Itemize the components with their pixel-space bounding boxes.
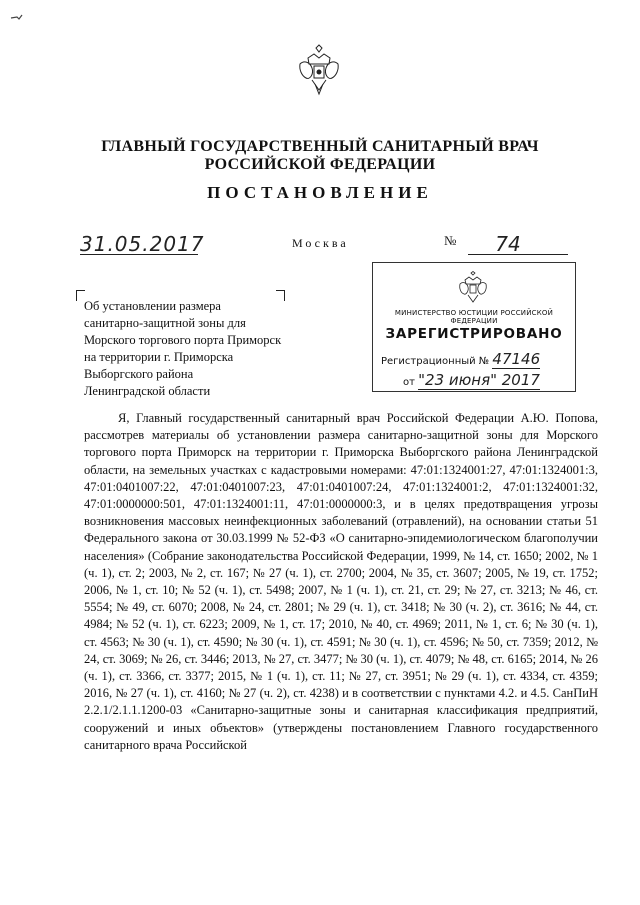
- handwritten-date: 31.05.2017: [80, 232, 205, 256]
- stamp-reg-number-label: Регистрационный №: [381, 356, 490, 367]
- subject-line: Выборгского района: [84, 367, 194, 381]
- stamp-registered-label: ЗАРЕГИСТРИРОВАНО: [385, 326, 563, 342]
- handwritten-number: 74: [495, 232, 521, 256]
- stamp-date-label: от: [403, 377, 415, 388]
- stamp-coat-of-arms-icon: [457, 271, 489, 303]
- coat-of-arms-icon: [296, 44, 342, 96]
- number-sign: №: [444, 233, 457, 248]
- subject-block: [84, 298, 304, 400]
- stamp-ministry-label: МИНИСТЕРСТВО ЮСТИЦИИ РОССИЙСКОЙ ФЕДЕРАЦИИ: [394, 309, 554, 325]
- subject-line: Морского торгового порта Приморск: [84, 333, 282, 347]
- stamp-date: "23 июня" 2017: [418, 371, 540, 389]
- authority-title-line2: РОССИЙСКОЙ ФЕДЕРАЦИИ: [204, 156, 436, 173]
- stamp-date-line: [403, 371, 573, 389]
- corner-mark-icon: [10, 12, 30, 22]
- number-field: [468, 232, 568, 255]
- city-label: Москва: [292, 236, 349, 250]
- authority-title-line1: ГЛАВНЫЙ ГОСУДАРСТВЕННЫЙ САНИТАРНЫЙ ВРАЧ: [101, 138, 539, 155]
- subject-line: Об установлении размера: [84, 299, 221, 313]
- stamp-reg-number: 47146: [492, 350, 541, 368]
- body-paragraph: Я, Главный государственный санитарный врач Российской Федерации А.Ю. Попова, рассмотрев материалы об установлении размера санитарно-защитной зоны для Морского торгового порта Приморск на территории г. Приморска Выборгского района Ленинградской области, на земельных участках с кадастровыми номерами: 47:01:1324001:27, 47:01:1324001:3, 47:01:0401007:22, 47:01:0401007:23, 47:01:0401007:24, 47:01:1324001:2, 47:01:1324001:32, 47:01:0000000:501, 47:01:1324001:11, 47:01:0000000:3, и в целях предотвращения угрозы возникновения массовых неинфекционных заболеваний (отравлений), на основании статьи 51 Федерального закона от 30.03.1999 № 52-ФЗ «О санитарно-эпидемиологическом благополучии населения» (Собрание законодательства Российской Федерации, 1999, № 14, ст. 1650; 2002, № 1 (ч. 1), ст. 2; 2003, № 2, ст. 167; № 27 (ч. 1), ст. 2700; 2004, № 35, ст. 3607; 2005, № 19, ст. 1752; 2006, № 1, ст. 10; № 52 (ч. 1), ст. 5498; 2007, № 1 (ч. 1), ст. 21, ст. 29; № 27, ст. 3213; № 46, ст. 5554; № 49, ст. 6070; 2008, № 24, ст. 2801; № 29 (ч. 1), ст. 3418; № 30 (ч. 2), ст. 3616; № 44, ст. 4984; № 52 (ч. 1), ст. 6223; 2009, № 1, ст. 17; 2010, № 40, ст. 4969; 2011, № 1, ст. 6; № 30 (ч. 1), ст. 4563; № 30 (ч. 1), ст. 4590; № 30 (ч. 1), ст. 4591; № 30 (ч. 1), ст. 4596; № 50, ст. 7359; 2012, № 24, ст. 3069; № 26, ст. 3446; 2013, № 27, ст. 3477; № 30 (ч. 1), ст. 4079; № 48, ст. 6165; 2014, № 26 (ч. 1), ст. 3366, ст. 3377; 2015, № 1 (ч. 1), ст. 11; № 27, ст. 3951; № 29 (ч. 1), ст. 4334, ст. 4359; 2016, № 27 (ч. 1), ст. 4160; № 27 (ч. 2), ст. 4238) и в соответствии с пунктами 4.2. и 4.5. СанПиН 2.2.1/2.1.1.1200-03 «Санитарно-защитные зоны и санитарная классификация предприятий, сооружений и иных объектов» (утверждены постановлением Главного государственного санитарного врача Российской: [84, 411, 598, 752]
- subject-line: Ленинградской области: [84, 384, 211, 398]
- document-type-title: ПОСТАНОВЛЕНИЕ: [207, 183, 433, 202]
- stamp-reg-number-line: [381, 350, 571, 368]
- subject-line: на территории г. Приморска: [84, 350, 234, 364]
- date-field: [80, 232, 205, 256]
- body-text: [84, 410, 598, 754]
- registration-stamp: [372, 262, 576, 392]
- subject-line: санитарно-защитной зоны для: [84, 316, 246, 330]
